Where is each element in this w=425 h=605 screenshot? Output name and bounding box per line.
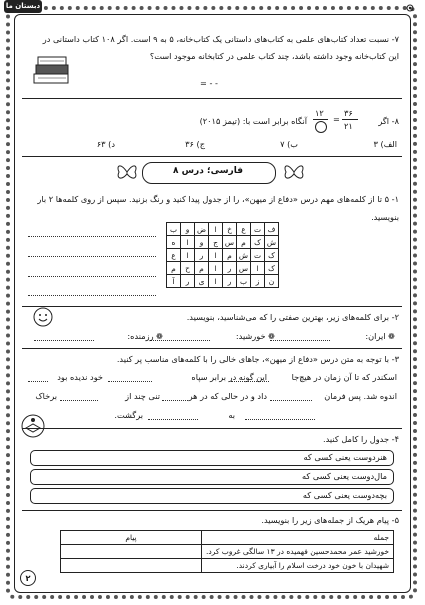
grid-cell[interactable]: ا (209, 249, 223, 262)
q2-item-fighter: ❁ رزمنده: (127, 331, 163, 341)
grid-cell[interactable]: س (237, 262, 251, 275)
grid-cell[interactable]: ت (251, 249, 265, 262)
grid-cell[interactable]: ا (181, 249, 195, 262)
q8-option-c[interactable]: ج) ۳۶ (185, 139, 205, 149)
divider (22, 98, 402, 99)
q4-row2-text: مال‌دوست یعنی کسی که (302, 471, 387, 481)
books-icon (32, 54, 72, 88)
q3-sentence1c: خود ندیده بود (57, 372, 103, 382)
q8-option-d[interactable]: د) ۶۳ (96, 139, 115, 149)
q5-table (60, 530, 394, 573)
grid-cell[interactable]: ب (237, 275, 251, 288)
divider (22, 510, 402, 511)
answer-line[interactable] (245, 419, 315, 420)
butterfly-icon (116, 162, 138, 182)
section-title: فارسی؛ درس ۸ (173, 166, 243, 176)
q8-suffix: آنگاه برابر است با: (تیمز ۲۰۱۵) (199, 116, 307, 126)
grid-cell[interactable]: خ (223, 223, 237, 236)
grid-cell[interactable]: م (167, 262, 181, 275)
q7-answer-mark: = - - (200, 78, 218, 88)
q5-line: ۵- پیام هریک از جمله‌های زیر را بنویسید. (261, 515, 399, 525)
answer-line[interactable] (28, 236, 156, 237)
fraction-bar (313, 119, 328, 120)
answer-line[interactable] (270, 400, 312, 401)
grid-row (167, 262, 279, 275)
q3-sentence3b: برگشت. (114, 410, 143, 420)
q8-frac2-num: ۱۲ (315, 108, 324, 118)
grid-cell[interactable]: ت (251, 223, 265, 236)
grid-cell[interactable]: ع (237, 223, 251, 236)
q8-option-a[interactable]: الف) ۳ (373, 139, 397, 149)
q3-sentence2c: تنی چند از (125, 391, 160, 401)
answer-circle[interactable] (315, 121, 327, 133)
grid-cell[interactable]: آ (167, 275, 181, 288)
q4-row3-text: بچه‌دوست یعنی کسی که (302, 490, 387, 500)
q4-line: ۴- جدول را کامل کنید. (323, 434, 399, 444)
letter-grid[interactable] (166, 222, 279, 288)
grid-cell[interactable]: م (195, 262, 209, 275)
grid-cell[interactable]: ح (181, 262, 195, 275)
grid-row (167, 223, 279, 236)
butterfly-icon (283, 162, 305, 182)
answer-line[interactable] (162, 400, 188, 401)
grid-cell[interactable]: و (195, 236, 209, 249)
answer-line[interactable] (270, 340, 330, 341)
q8-frac1-num: ۳۶ (344, 108, 353, 118)
answer-line[interactable] (28, 295, 156, 296)
grid-cell[interactable]: ر (223, 262, 237, 275)
q8-frac1-den: ۲۱ (344, 121, 353, 131)
grid-cell[interactable]: و (181, 223, 195, 236)
grid-cell[interactable]: ف (265, 223, 279, 236)
q7-line2: این کتاب‌خانه وجود داشته باشد، چند کتاب علمی در کتابخانه موجود است؟ (149, 51, 399, 61)
q3-sentence2b: داد و در حالی که در هر (188, 391, 267, 401)
answer-line[interactable] (28, 276, 156, 277)
grid-cell[interactable]: ک (251, 236, 265, 249)
grid-row (167, 236, 279, 249)
page-number: ۲ (20, 570, 36, 586)
corner-flower-icon (404, 2, 416, 14)
q5-sentence-1: خورشید عمر محمدحسین فهمیده در ۱۳ سالگی غروب کرد. (201, 545, 393, 559)
smiley-icon (32, 306, 54, 328)
q1-line2: بنویسید. (371, 212, 399, 222)
answer-line[interactable] (108, 381, 152, 382)
grid-cell[interactable]: ش (265, 236, 279, 249)
grid-cell[interactable]: ر (195, 249, 209, 262)
grid-cell[interactable]: ک (265, 249, 279, 262)
answer-line[interactable] (28, 381, 48, 382)
grid-cell[interactable]: ع (167, 249, 181, 262)
grid-cell[interactable]: ر (223, 275, 237, 288)
header-logo: دبستان ما (4, 0, 42, 13)
grid-cell[interactable]: م (237, 236, 251, 249)
grid-cell[interactable]: ا (209, 223, 223, 236)
grid-cell[interactable]: ا (181, 236, 195, 249)
q3-sentence2a: اندوه شد. پس فرمان (324, 391, 397, 401)
grid-cell[interactable]: س (223, 236, 237, 249)
answer-line[interactable] (34, 340, 94, 341)
divider (22, 428, 402, 429)
grid-cell[interactable]: ر (181, 275, 195, 288)
q5-sentence-2: شهیدان با خون خود درخت اسلام را آبیاری کردند. (201, 559, 393, 573)
grid-cell[interactable]: ز (251, 275, 265, 288)
grid-row (167, 275, 279, 288)
q3-sentence1a: اسکندر که تا آن زمان در هیچ‌جا (291, 372, 397, 382)
reading-icon (20, 413, 46, 439)
grid-cell[interactable]: ب (167, 223, 181, 236)
q3-sentence3a: به (228, 410, 235, 420)
fraction-bar (342, 119, 358, 120)
grid-cell[interactable]: ا (251, 262, 265, 275)
grid-cell[interactable]: م (223, 249, 237, 262)
answer-line[interactable] (148, 419, 198, 420)
grid-cell[interactable]: ش (237, 249, 251, 262)
grid-cell[interactable]: ض (195, 223, 209, 236)
q8-option-b[interactable]: ب) ۷ (280, 139, 298, 149)
q5-message-1[interactable] (61, 545, 202, 559)
q4-row1-text: هنردوست یعنی کسی که (303, 452, 387, 462)
grid-cell[interactable]: ک (265, 262, 279, 275)
q8-equals: = (333, 114, 340, 124)
q2-item-sun: ❁ خورشید: (235, 331, 275, 341)
grid-cell[interactable]: ج (209, 236, 223, 249)
q2-item-iran: ❁ ایران: (365, 331, 395, 341)
q3-sentence2d: برخاک (35, 391, 57, 401)
grid-cell[interactable]: ن (265, 275, 279, 288)
q5-message-2[interactable] (61, 559, 202, 573)
q2-line: ۲- برای کلمه‌های زیر، بهترین صفتی را که می‌شناسید، بنویسید. (186, 312, 399, 322)
answer-line[interactable] (60, 400, 98, 401)
grid-cell[interactable]: ا (209, 262, 223, 275)
q5-header-message: پیام (61, 531, 202, 545)
q1-line1: ۱- ۵ تا از کلمه‌های مهم درس «دفاع از میهن»، را از جدول پیدا کنید و رنگ بزنید. سپس از روی کلمه‌ها ۲ بار (37, 194, 399, 204)
answer-line[interactable] (28, 256, 156, 257)
q5-header-sentence: جمله (201, 531, 393, 545)
q7-line1: ۷- نسبت تعداد کتاب‌های علمی به کتاب‌های داستانی یک کتاب‌خانه، ۵ به ۹ است. اگر ۱۰۸ کتاب داستانی در (42, 34, 399, 44)
grid-cell[interactable]: ی (195, 275, 209, 288)
q3-line: ۳- با توجه به متن درس «دفاع از میهن»، جاهای خالی را با کلمه‌های مناسب پر کنید. (116, 354, 399, 364)
divider (22, 156, 402, 157)
q3-sentence1b: این گونه در برابر سپاه (191, 372, 267, 382)
page-frame (14, 14, 411, 593)
grid-cell[interactable]: ا (209, 275, 223, 288)
grid-row (167, 249, 279, 262)
divider (22, 348, 402, 349)
divider (22, 306, 402, 307)
grid-cell[interactable]: ه (167, 236, 181, 249)
q8-prefix: ۸- اگر (378, 116, 399, 126)
